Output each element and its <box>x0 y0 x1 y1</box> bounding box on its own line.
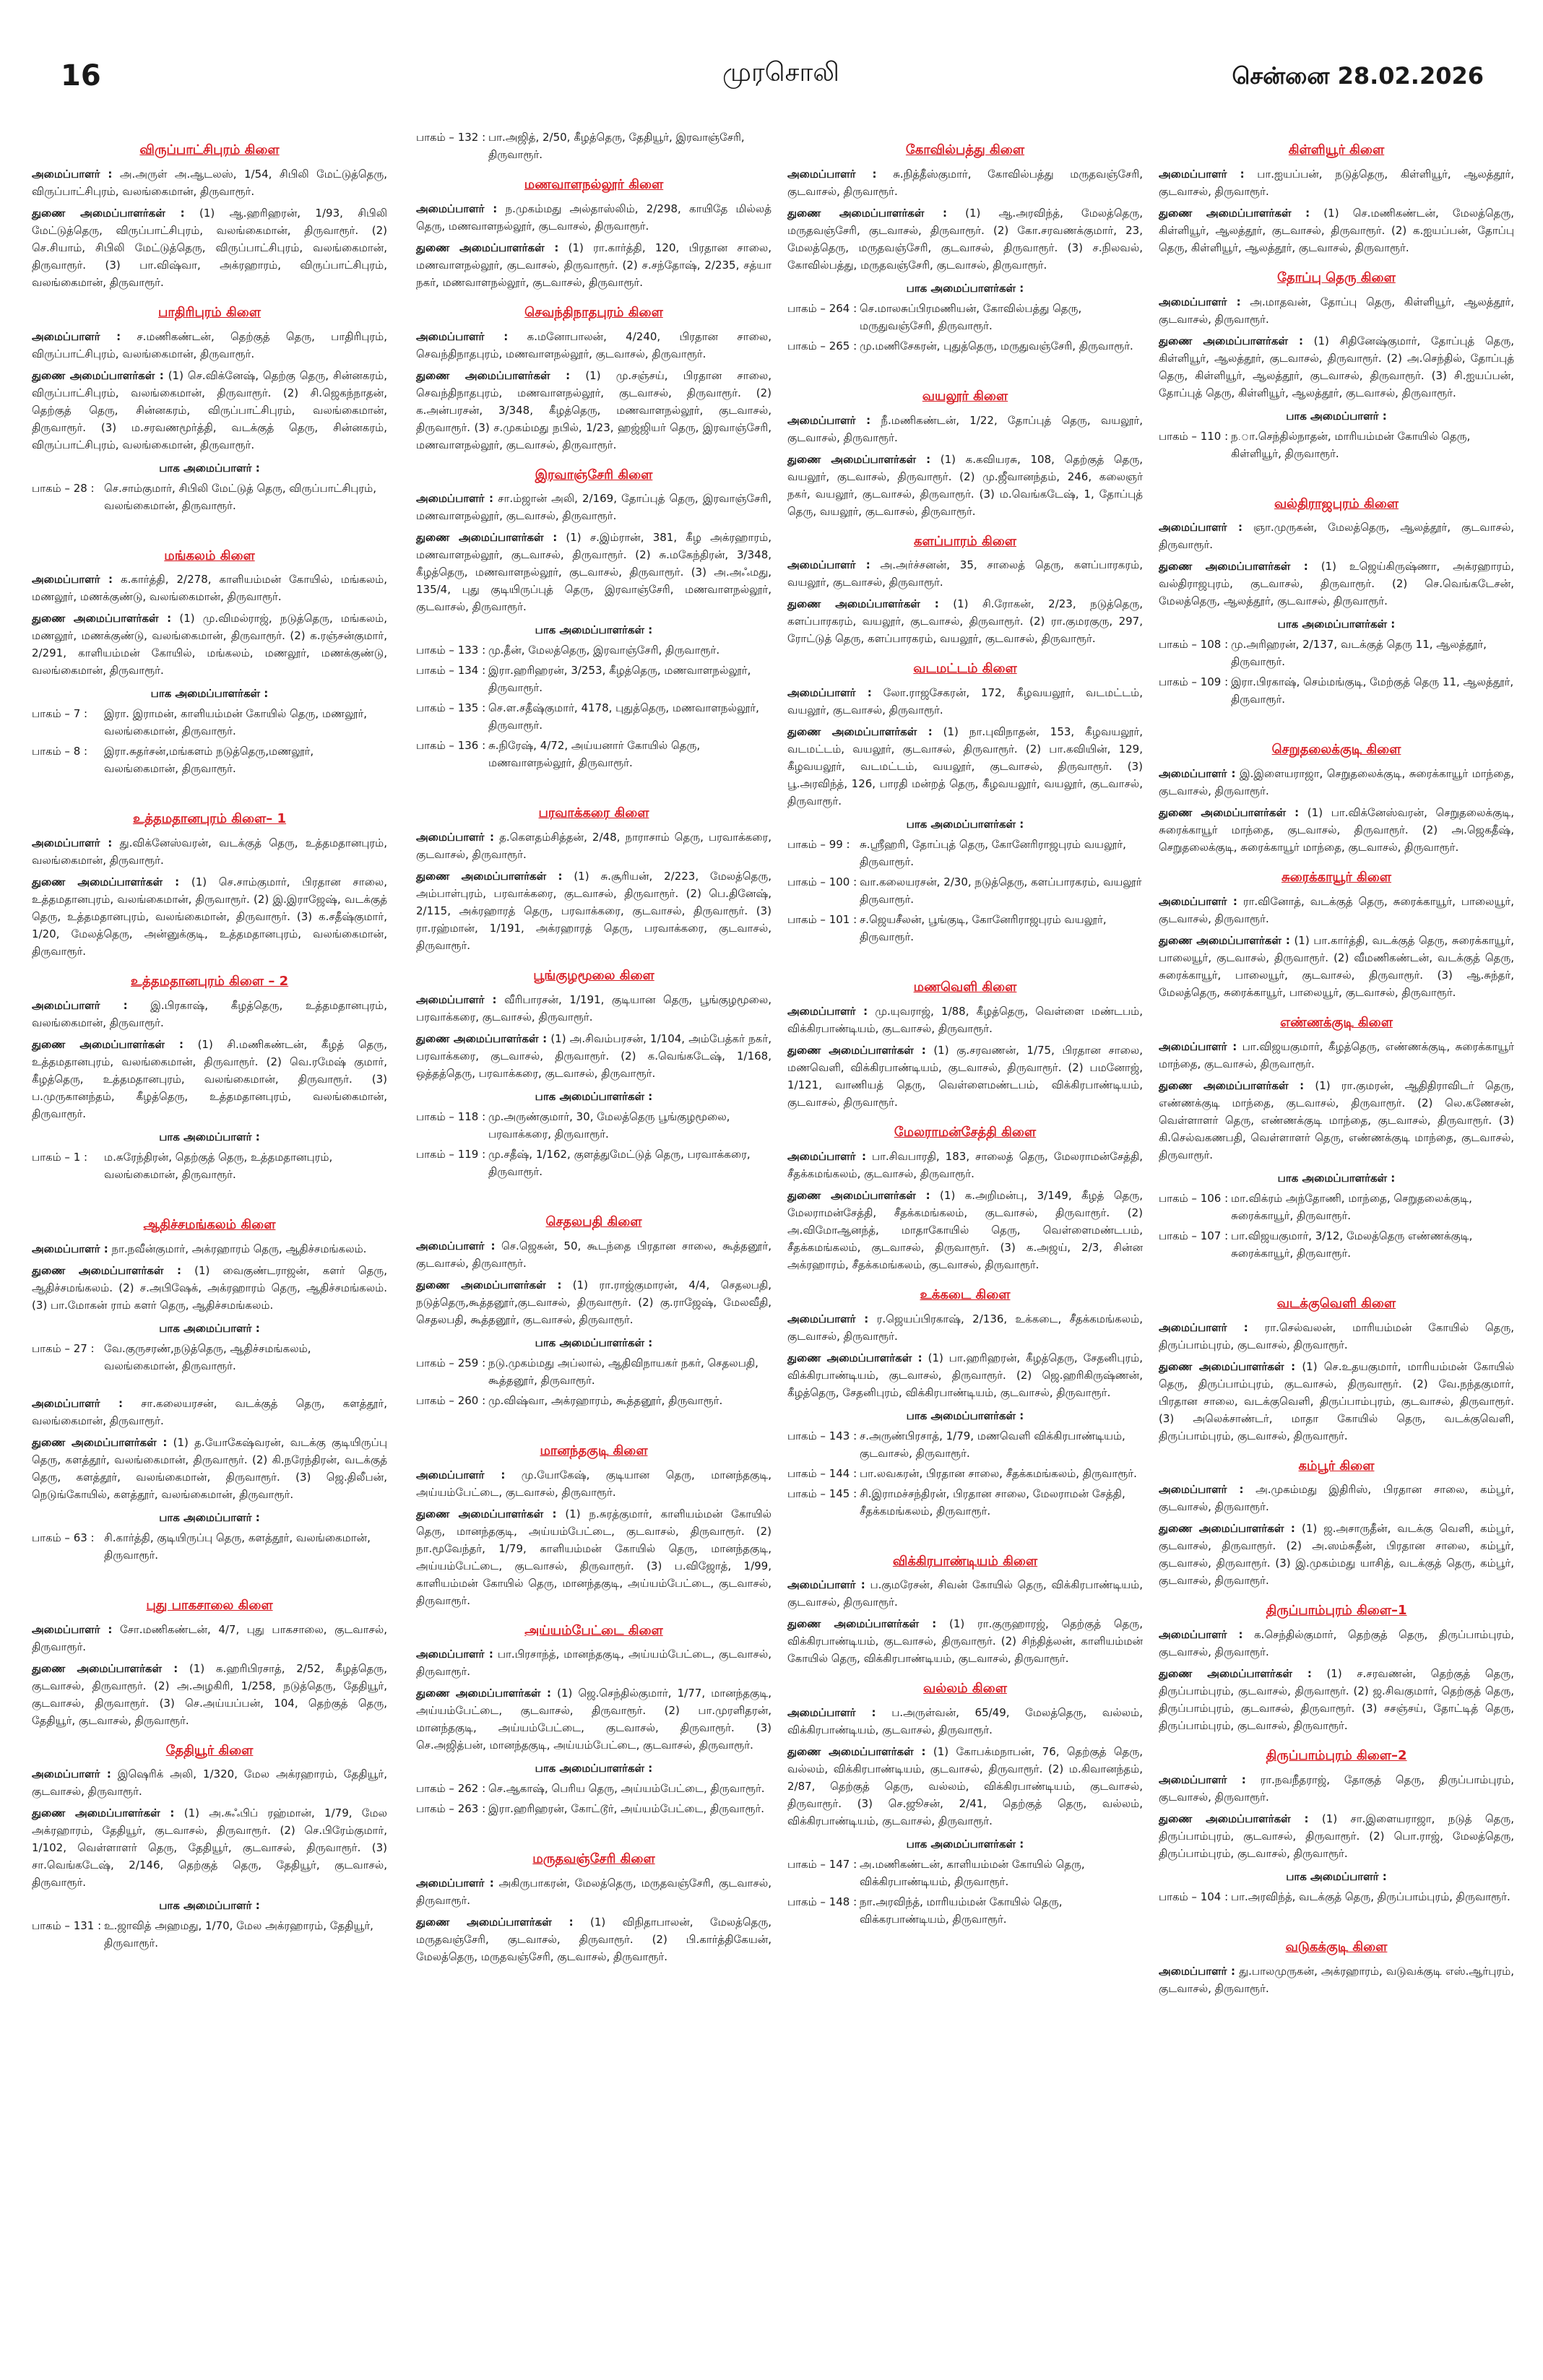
organizer: அமைப்பாளர் : அ.மாதவன், தோப்பு தெரு, கிள்ளியூர், ஆலத்தூர், குடவாசல், திருவாரூர். <box>1159 295 1514 326</box>
section-entry: பாகம் – 28 : செ.சாம்குமார், சிபிலி மேட்டுத் தெரு, விருப்பாட்சிபுரம், வலங்கைமான், திருவாரூர். <box>32 481 376 512</box>
branch-title: கிள்ளியூர் கிளை <box>1288 142 1385 157</box>
branch-title: மேலராமன்சேத்தி கிளை <box>894 1124 1037 1140</box>
column-4 <box>1159 129 1514 2002</box>
organizer: அமைப்பாளர் : இ.பிரகாஷ், கீழத்தெரு, உத்தமதானபுரம், வலங்கைமான், திருவாரூர். <box>32 998 387 1029</box>
deputy-organizers: துணை அமைப்பாளர்கள் : (1) ஜெ.செந்தில்குமார், 1/77, மானந்தகுடி, அய்யம்பேட்டை, குடவாசல், திருவாரூர். (2) பா.முரளிதரன், மானந்தகுடி, அய்யம்பேட்டை, குடவாசல், திருவாரூர். (3) செ.அஜித்பன், மானந்தகுடி, அய்யம்பேட்டை, குடவாசல், திருவாரூர். <box>416 1687 772 1752</box>
organizer: அமைப்பாளர் : பா.சிவபாரதி, 183, சாலைத் தெரு, மேலராமன்சேத்தி, சீதக்கமங்கலம், குடவாசல், திருவாரூர். <box>787 1149 1143 1180</box>
branch-title: மணவாளநல்லூர் கிளை <box>524 177 664 192</box>
section-entry: பாகம் – 132 : பா.அஜித், 2/50, கீழத்தெரு, தேதியூர், இரவாஞ்சேரி, திருவாரூர். <box>416 131 745 161</box>
deputy-organizers: துணை அமைப்பாளர்கள் : (1) ஆ.அரவிந்த், மேலத்தெரு, மருதவஞ்சேரி, குடவாசல், திருவாரூர். (2) கோ.சரவணக்குமார், 23, மேலத்தெரு, மருதவஞ்சேரி, குடவாசல், திருவாரூர். (3) ச.நிலவல், கோவில்பத்து, மருதவஞ்சேரி, குடவாசல், திருவாரூர். <box>787 206 1143 272</box>
section-entry: பாகம் – 1 : ம.சுரேந்திரன், தெற்குத் தெரு, உத்தமதானபுரம், வலங்கைமான், திருவாரூர். <box>32 1150 333 1181</box>
deputy-organizers: துணை அமைப்பாளர்கள் : (1) க.அறிமன்பு, 3/149, கீழத் தெரு, மேலராமன்சேத்தி, சீதக்கமங்கலம், குடவாசல், திருவாரூர். (2) அ.விமோஆனந்த், மாதாகோயில் தெரு, வெள்ளைமண்டபம், சீதக்கமங்கலம், குடவாசல், திருவாரூர். (3) க.அஜய், 2/3, சின்ன அக்ரஹாரம், சீதக்கமங்கலம், குடவாசல், திருவாரூர். <box>787 1188 1143 1271</box>
branch-title: செதலபதி கிளை <box>545 1213 642 1229</box>
section-subheading: பாக அமைப்பாளர் : <box>1286 1869 1387 1883</box>
section-entry: பாகம் – 259 : நடு.முகம்மது அப்லால், ஆதிவிநாயகர் நகர், செதலபதி, கூத்தனூர், திருவாரூர். <box>416 1356 758 1387</box>
branch-title: தேதியூர் கிளை <box>165 1742 254 1758</box>
organizer: அமைப்பாளர் : து.விக்னேஸ்வரன், வடக்குத் தெரு, உத்தமதானபுரம், வலங்கைமான், திருவாரூர். <box>32 836 387 867</box>
column-3 <box>787 129 1143 1931</box>
branch-title: வடமட்டம் கிளை <box>913 661 1017 677</box>
section-subheading: பாக அமைப்பாளர்கள் : <box>535 1336 653 1349</box>
organizer: அமைப்பாளர் : து.பாலமுருகன், அக்ரஹாரம், வடுவக்குடி எஸ்.ஆர்புரம், குடவாசல், திருவாரூர். <box>1159 1964 1514 1995</box>
deputy-organizers: துணை அமைப்பாளர்கள் : (1) மு.சஞ்சய், பிரதான சாலை, செவந்திநாதபுரம், மணவாளநல்லூர், குடவாசல், திருவாரூர். (2) க.அன்பரசன், 3/348, கீழத்தெரு, மணவாளநல்லூர், குடவாசல், திருவாரூர். (3) ச.முகம்மது நபில், 1/23, ஹஜ்ஜியர் தெரு, இரவாஞ்சேரி, மணவாளநல்லூர், குடவாசல், திருவாரூர். <box>416 368 772 451</box>
organizer: அமைப்பாளர் : செ.ஜெகன், 50, கூடந்தை பிரதான சாலை, கூத்தனூர், குடவாசல், திருவாரூர். <box>416 1239 772 1270</box>
deputy-organizers: துணை அமைப்பாளர்கள் : (1) சி.ரோகன், 2/23, நடுத்தெரு, களப்பாரகரம், வயலூர், குடவாசல், திருவாரூர். (2) ரா.குமரகுரு, 297, ரோட்டுத் தெரு, களப்பாரகரம், வயலூர், குடவாசல், திருவாரூர். <box>787 597 1143 646</box>
branch-title: பரவாக்கரை கிளை <box>538 805 649 821</box>
section-entry: பாகம் – 7 : இரா. இராமன், காளியம்மன் கோயில் தெரு, மணலூர், வலங்கைமான், திருவாரூர். <box>32 707 368 738</box>
organizer: அமைப்பாளர் : அ.முகம்மது இதிரிஸ், பிரதான சாலை, கம்பூர், குடவாசல், திருவாரூர். <box>1159 1483 1514 1514</box>
newspaper-name: முரசொலி <box>722 58 839 87</box>
organizer: அமைப்பாளர் : நீ.மணிகண்டன், 1/22, தோப்புத் தெரு, வயலூர், குடவாசல், திருவாரூர். <box>787 413 1143 444</box>
section-subheading: பாக அமைப்பாளர்கள் : <box>1277 1171 1396 1185</box>
organizer: அமைப்பாளர் : இ.இளையராஜா, செறுதலைக்குடி, சுரைக்காயூர் மாந்தை, குடவாசல், திருவாரூர். <box>1159 767 1514 798</box>
organizer: அமைப்பாளர் : அ.அருள் அ.ஆடலஸ், 1/54, சிபிலி மேட்டுத்தெரு, விருப்பாட்சிபுரம், வலங்கைமான், திருவாரூர். <box>32 167 387 198</box>
deputy-organizers: துணை அமைப்பாளர்கள் : (1) செ.விக்னேஷ், தெற்கு தெரு, சின்னகரம், விருப்பாட்சிபுரம், வலங்கைமான், திருவாரூர். (2) சி.ஜெகந்நாதன், தெற்குத் தெரு, சின்னகரம், விருப்பாட்சிபுரம், வலங்கைமான், திருவாரூர். (3) ம.சரவணமூர்த்தி, வடக்குத் தெரு, சின்னகரம், விருப்பாட்சிபுரம், வலங்கைமான், திருவாரூர். <box>32 368 387 451</box>
branch-title: தோப்பு தெரு கிளை <box>1277 269 1396 285</box>
deputy-organizers: துணை அமைப்பாளர்கள் : (1) த.யோகேஷ்வரன், வடக்கு குடியிருப்பு தெரு, களத்தூர், வலங்கைமான், திருவாரூர். (2) கி.நரேந்திரன், வடக்குத் தெரு, களத்தூர், வலங்கைமான், திருவாரூர். (3) ஜெ.திலீபன், நெடுங்கோயில், களத்தூர், வலங்கைமான், திருவாரூர். <box>32 1435 387 1501</box>
branch-title: வல்திராஜபுரம் கிளை <box>1274 496 1399 511</box>
deputy-organizers: துணை அமைப்பாளர்கள் : (1) சு.சூரியன், 2/223, மேலத்தெரு, அம்பாள்புரம், பரவாக்கரை, குடவாசல், திருவாரூர். (2) பெ.தினேஷ், 2/115, அக்ரஹாரத் தெரு, பரவாக்கரை, குடவாசல், திருவாரூர். (3) ரா.ரஹ்மான், 1/191, அக்ரஹாரத் தெரு, பரவாக்கரை, குடவாசல், திருவாரூர். <box>416 870 772 953</box>
place-date: சென்னை 28.02.2026 <box>1232 62 1484 90</box>
branch-title: செவந்திநாதபுரம் கிளை <box>524 304 663 320</box>
branch-title: திருப்பாம்புரம் கிளை–1 <box>1266 1603 1407 1619</box>
deputy-organizers: துணை அமைப்பாளர்கள் : (1) நா.புவிநாதன், 153, கீழவயலூர், வடமட்டம், வயலூர், குடவாசல், திருவாரூர். (2) பா.கவியின், 129, கீழவயலூர், வடமட்டம், வயலூர், குடவாசல், திருவாரூர். (3) பூ.அரவிந்த், 126, பாரதி மன்றத் தெரு, கீழவயலூர், வயலூர், குடவாசல், திருவாரூர். <box>787 725 1143 808</box>
organizer: அமைப்பாளர் : ரா.நவநீதராஜ், தோகுத் தெரு, திருப்பாம்புரம், குடவாசல், திருவாரூர். <box>1159 1773 1514 1804</box>
organizer: அமைப்பாளர் : மு.யுவராஜ், 1/88, கீழத்தெரு, வெள்ளை மண்டபம், விக்கிரபாண்டியம், குடவாசல், திருவாரூர். <box>787 1004 1143 1035</box>
deputy-organizers: துணை அமைப்பாளர்கள் : (1) ஜ.அசாருதீன், வடக்கு வெளி, கம்பூர், குடவாசல், திருவாரூர். (2) அ.ஸம்சுதீன், பிரதான சாலை, கம்பூர், குடவாசல், திருவாரூர். (3) இ.முகம்மது யாசித், வடக்குத் தெரு, கம்பூர், குடவாசல், திருவாரூர். <box>1159 1522 1514 1588</box>
organizer: அமைப்பாளர் : பா.பிரசாந்த், மானந்தகுடி, அய்யம்பேட்டை, குடவாசல், திருவாரூர். <box>416 1648 772 1679</box>
branch-title: எண்ணக்குடி கிளை <box>1280 1014 1393 1030</box>
organizer: அமைப்பாளர் : க.கார்த்தி, 2/278, காளியம்மன் கோயில், மங்கலம், மணலூர், மணக்குண்டு, வலங்கைமான், திருவாரூர். <box>32 573 387 604</box>
branch-title: அய்யம்பேட்டை கிளை <box>524 1622 663 1638</box>
branch-title: உத்தமதானபுரம் கிளை– 1 <box>132 811 287 827</box>
deputy-organizers: துணை அமைப்பாளர்கள் : (1) ச.சரவணன், தெற்குத் தெரு, திருப்பாம்புரம், குடவாசல், திருவாரூர். (2) ஜ.சிவகுமார், தெற்குத் தெரு, திருப்பாம்புரம், குடவாசல், திருவாரூர். (3) சசஞ்சய், தோட்டித் தெரு, திருப்பாம்புரம், குடவாசல், திருவாரூர். <box>1159 1667 1514 1733</box>
deputy-organizers: துணை அமைப்பாளர்கள் : (1) உஜெய்கிருஷ்ணா, அக்ரஹாரம், வல்திராஜபுரம், குடவாசல், திருவாரூர். (2) செ.வெங்கடேசன், மேலத்தெரு, ஆலத்தூர், குடவாசல், திருவாரூர். <box>1159 560 1514 608</box>
section-entry: பாகம் – 108 : மு.அரிஹரன், 2/137, வடக்குத் தெரு 11, ஆலத்தூர், திருவாரூர். <box>1159 638 1487 669</box>
organizer: அமைப்பாளர் : ப.அருள்வன், 65/49, மேலத்தெரு, வல்லம், விக்கிரபாண்டியம், குடவாசல், திருவாரூர். <box>787 1706 1143 1737</box>
branch-title: களப்பாரம் கிளை <box>913 533 1017 549</box>
section-subheading: பாக அமைப்பாளர் : <box>1286 409 1387 423</box>
section-subheading: பாக அமைப்பாளர்கள் : <box>1277 618 1396 631</box>
organizer: அமைப்பாளர் : ரா.வினோத், வடக்குத் தெரு, சுரைக்காயூர், பாலையூர், குடவாசல், திருவாரூர். <box>1159 894 1514 925</box>
section-entry: பாகம் – 104 : பா.அரவிந்த், வடக்குத் தெரு, திருப்பாம்புரம், திருவாரூர். <box>1159 1890 1510 1903</box>
branch-title: மணவெளி கிளை <box>913 979 1017 995</box>
section-subheading: பாக அமைப்பாளர் : <box>159 1321 260 1335</box>
section-entry: பாகம் – 265 : மு.மணிசேகரன், புதுத்தெரு, மருதுவஞ்சேரி, திருவாரூர். <box>787 339 1133 352</box>
deputy-organizers: துணை அமைப்பாளர்கள் : (1) ஆ.ஹரிஹரன், 1/93, சிபிலி மேட்டுத்தெரு, விருப்பாட்சிபுரம், வலங்கைமான், திருவாரூர். (2) செ.சியாம், சிபிலி மேட்டுத்தெரு, விருப்பாட்சிபுரம், வலங்கைமான், திருவாரூர். (3) பா.விஷ்வா, அக்ரஹாரம், விருப்பாட்சிபுரம், வலங்கைமான், திருவாரூர். <box>32 206 387 289</box>
organizer: அமைப்பாளர் : ஞா.முருகன், மேலத்தெரு, ஆலத்தூர், குடவாசல், திருவாரூர். <box>1159 521 1514 552</box>
branch-title: செறுதலைக்குடி கிளை <box>1271 742 1401 758</box>
organizer: அமைப்பாளர் : ப.குமரேசன், சிவன் கோயில் தெரு, விக்கிரபாண்டியம், குடவாசல், திருவாரூர். <box>787 1578 1143 1609</box>
section-entry: பாகம் – 147 : அ.மணிகண்டன், காளியம்மன் கோயில் தெரு, விக்கிரபாண்டியம், திருவாரூர். <box>787 1858 1085 1889</box>
branch-title: விக்கிரபாண்டியம் கிளை <box>892 1553 1038 1569</box>
deputy-organizers: துணை அமைப்பாளர்கள் : (1) ரா.கார்த்தி, 120, பிரதான சாலை, மணவாளநல்லூர், குடவாசல், திருவாரூர். (2) ச.சந்தோஷ், 2/235, சத்யா நகர், மணவாளநல்லூர், குடவாசல், திருவாரூர். <box>416 241 772 289</box>
section-entry: பாகம் – 101 : ச.ஜெயசீலன், பூங்குடி, கோனேரிராஜபுரம் வயலூர், திருவாரூர். <box>787 913 1107 944</box>
branch-title: மருதவஞ்சேரி கிளை <box>532 1851 655 1867</box>
organizer: அமைப்பாளர் : லோ.ராஜசேகரன், 172, கீழவயலூர், வடமட்டம், வயலூர், குடவாசல், திருவாரூர். <box>787 686 1143 717</box>
section-entry: பாகம் – 8 : இரா.சுதர்சன்,மங்களம் நடுத்தெரு,மணலூர், வலங்கைமான், திருவாரூர். <box>32 745 314 776</box>
branch-title: சுரைக்காயூர் கிளை <box>1281 870 1392 886</box>
section-subheading: பாக அமைப்பாளர் : <box>159 1510 260 1524</box>
branch-title: இரவாஞ்சேரி கிளை <box>535 467 653 483</box>
branch-title: வல்லம் கிளை <box>923 1681 1007 1697</box>
organizer: அமைப்பாளர் : க.மனோபாலன், 4/240, பிரதான சாலை, செவந்திநாதபுரம், மணவாளநல்லூர், குடவாசல், திருவாரூர். <box>416 329 772 360</box>
organizer: அமைப்பாளர் : த.கௌதம்சித்தன், 2/48, நாராசாம் தெரு, பரவாக்கரை, குடவாசல், திருவாரூர். <box>416 831 772 862</box>
organizer: அமைப்பாளர் : நா.நவீன்குமார், அக்ரஹாரம் தெரு, ஆதிச்சமங்கலம். <box>32 1242 367 1255</box>
organizer: அமைப்பாளர் : ச.மணிகண்டன், தெற்குத் தெரு, பாதிரிபுரம், விருப்பாட்சிபுரம், வலங்கைமான், திருவாரூர். <box>32 329 387 360</box>
organizer: அமைப்பாளர் : இஷெரிக் அலி, 1/320, மேல அக்ரஹாரம், தேதியூர், குடவாசல், திருவாரூர். <box>32 1767 387 1799</box>
deputy-organizers: துணை அமைப்பாளர்கள் : (1) பா.விக்னேஸ்வரன், செறுதலைக்குடி, சுரைக்காயூர் மாந்தை, குடவாசல், திருவாரூர். (2) அ.ஜெகதீஷ், செறுதலைக்குடி, சுரைக்காயூர் மாந்தை, குடவாசல், திருவாரூர். <box>1159 806 1514 854</box>
masthead <box>0 0 1543 101</box>
deputy-organizers: துணை அமைப்பாளர்கள் : (1) ரா.குமரன், ஆதிதிராவிடர் தெரு, எண்ணக்குடி மாந்தை, குடவாசல், திருவாரூர். (2) லெ.கணேசன், வெள்ளாளர் தெரு, எண்ணக்குடி மாந்தை, குடவாசல், திருவாரூர். (3) கி.செல்வகணபதி, வெள்ளாளர் தெரு, எண்ணக்குடி மாந்தை, குடவாசல், திருவாரூர். <box>1159 1078 1514 1161</box>
section-subheading: பாக அமைப்பாளர்கள் : <box>906 818 1024 831</box>
deputy-organizers: துணை அமைப்பாளர்கள் : (1) பா.ஹரிஹரன், கீழத்தெரு, சேதனிபுரம், விக்கிரபாண்டியம், குடவாசல், திருவாரூர். (2) ஜெ.ஹரிகிருஷ்ணன், கீழத்தெரு, சேதனிபுரம், விக்கிரபாண்டியம், குடவாசல், திருவாரூர். <box>787 1351 1143 1399</box>
organizer: அமைப்பாளர் : பா.விஜயகுமார், கீழத்தெரு, எண்ணக்குடி, சுரைக்காயூர் மாந்தை, குடவாசல், திருவாரூர். <box>1159 1039 1514 1070</box>
branch-title: வயலூர் கிளை <box>922 388 1008 404</box>
deputy-organizers: துணை அமைப்பாளர்கள் : (1) ந.சுரத்குமார், காளியம்மன் கோயில் தெரு, மானந்தகுடி, அய்யம்பேட்டை, குடவாசல், திருவாரூர். (2) நா.மூவேந்தர், 1/79, காளியம்மன் கோயில் தெரு, மானந்தகுடி, அய்யம்பேட்டை, குடவாசல், திருவாரூர். (3) ப.விஜோத், 1/99, காளியம்மன் கோயில் தெரு, மானந்தகுடி, அய்யம்பேட்டை, குடவாசல், திருவாரூர். <box>416 1507 772 1607</box>
section-entry: பாகம் – 148 : நா.அரவிந்த், மாரியம்மன் கோயில் தெரு, விக்கரபாண்டியம், திருவாரூர். <box>787 1895 1063 1926</box>
deputy-organizers: துணை அமைப்பாளர்கள் : (1) சா.இளையராஜா, நடுத் தெரு, திருப்பாம்புரம், குடவாசல், திருவாரூர். (2) பொ.ராஜ், மேலத்தெரு, திருப்பாம்புரம், குடவாசல், திருவாரூர். <box>1159 1812 1514 1860</box>
deputy-organizers: துணை அமைப்பாளர்கள் : (1) சிதினேஷ்குமார், தோப்புத் தெரு, கிள்ளியூர், ஆலத்தூர், குடவாசல், திருவாரூர். (2) அ.செந்தில், தோப்புத் தெரு, கிள்ளியூர், ஆலத்தூர், குடவாசல், திருவாரூர். (3) சி.ஐயப்பன், தோப்புத் தெரு, கிள்ளியூர், ஆலத்தூர், குடவாசல், திருவாரூர். <box>1159 334 1514 399</box>
section-subheading: பாக அமைப்பாளர்கள் : <box>535 623 653 637</box>
section-subheading: பாக அமைப்பாளர் : <box>159 1899 260 1913</box>
section-subheading: பாக அமைப்பாளர் : <box>159 1130 260 1143</box>
deputy-organizers: துணை அமைப்பாளர்கள் : (1) மு.விமல்ராஜ், நடுத்தெரு, மங்கலம், மணலூர், மணக்குண்டு, வலங்கைமான், திருவாரூர். (2) க.ரஞ்சன்குமார், 2/291, காளியம்மன் கோயில், மங்கலம், மணலூர், மணக்குண்டு, வலங்கைமான், திருவாரூர். <box>32 612 387 678</box>
organizer: அமைப்பாளர் : சா.ம்ஜான் அலி, 2/169, தோப்புத் தெரு, இரவாஞ்சேரி, மணவாளநல்லூர், குடவாசல், திருவாரூர். <box>416 492 772 523</box>
deputy-organizers: துணை அமைப்பாளர்கள் : (1) கு.சரவணன், 1/75, பிரதான சாலை, மணவெளி, விக்கிரபாண்டியம், குடவாசல், திருவாரூர். (2) பமனோஜ், 1/121, வாணியத் தெரு, வெள்ளைமண்டபம், விக்கிரபாண்டியம், குடவாசல், திருவாரூர். <box>787 1043 1143 1109</box>
section-subheading: பாக அமைப்பாளர் : <box>159 461 260 475</box>
section-subheading: பாக அமைப்பாளர்கள் : <box>535 1762 653 1775</box>
organizer: அமைப்பாளர் : மு.யோகேஷ், குடியான தெரு, மானந்தகுடி, அய்யம்பேட்டை, குடவாசல், திருவாரூர். <box>416 1468 772 1499</box>
deputy-organizers: துணை அமைப்பாளர்கள் : (1) க.ஹரிபிரசாத், 2/52, கீழத்தெரு, குடவாசல், திருவாரூர். (2) அ.அழகிரி, 1/258, நடுத்தெரு, தேதியூர், குடவாசல், திருவாரூர். (3) செ.அய்யப்பன், 104, தெற்குத் தெரு, தேதியூர், குடவாசல், திருவாரூர். <box>32 1661 387 1727</box>
deputy-organizers: துணை அமைப்பாளர்கள் : (1) ரா.குருஹாரஜ், தெற்குத் தெரு, விக்கிரபாண்டியம், குடவாசல், திருவாரூர். (2) சிந்தித்லன், காளியம்மன் கோயில் தெரு, விக்கிரபாண்டியம், குடவாசல், திருவாரூர். <box>787 1617 1143 1666</box>
deputy-organizers: துணை அமைப்பாளர்கள் : (1) வைகுண்டராஜன், களர் தெரு, ஆதிச்சமங்கலம். (2) ச.அபிஷேக், அக்ரஹாரம் தெரு, ஆதிச்சமங்கலம். (3) பா.மோகன் ராம் களர் தெரு, ஆதிச்சமங்கலம். <box>32 1263 387 1312</box>
deputy-organizers: துணை அமைப்பாளர்கள் : (1) ச.இம்ரான், 381, கீழ அக்ரஹாரம், மணவாளநல்லூர், குடவாசல், திருவாரூர். (2) சு.மகேந்திரன், 3/348, கீழத்தெரு, மணவாளநல்லூர், குடவாசல், திருவாரூர். (3) அ.அஃமது, 135/4, புது குடியிருப்புத் தெரு, இரவாஞ்சேரி, மணவாளநல்லூர், குடவாசல், திருவாரூர். <box>416 531 772 614</box>
organizer: அமைப்பாளர் : பா.ஐயப்பன், நடுத்தெரு, கிள்ளியூர், ஆலத்தூர், குடவாசல், திருவாரூர். <box>1159 167 1514 198</box>
section-entry: பாகம் – 27 : வே.குருசரண்,நடுத்தெரு, ஆதிச்சமங்கலம், வலங்கைமான், திருவாரூர். <box>32 1341 311 1372</box>
section-entry: பாகம் – 135 : செ.ள.சதீஷ்குமார், 4178, புதுத்தெரு, மணவாளநல்லூர், திருவாரூர். <box>416 701 759 732</box>
branch-title: கோவில்பத்து கிளை <box>905 142 1025 157</box>
organizer: அமைப்பாளர் : வீரிபாரசன், 1/191, குடியான தெரு, பூங்குழமூலை, பரவாக்கரை, குடவாசல், திருவாரூர். <box>416 992 772 1024</box>
section-subheading: பாக அமைப்பாளர்கள் : <box>535 1089 653 1103</box>
organizer: அமைப்பாளர் : சா.கலையரசன், வடக்குத் தெரு, களத்தூர், வலங்கைமான், திருவாரூர். <box>32 1396 387 1427</box>
organizer: அமைப்பாளர் : அ.அர்ச்சனன், 35, சாலைத் தெரு, களப்பாரகரம், வயலூர், குடவாசல், திருவாரூர். <box>787 558 1143 589</box>
section-entry: பாகம் – 260 : மு.விஷ்வா, அக்ரஹாரம், கூத்தனூர், திருவாரூர். <box>416 1393 723 1407</box>
deputy-organizers: துணை அமைப்பாளர்கள் : (1) க.கவியரசு, 108, தெற்குத் தெரு, வயலூர், குடவாசல், திருவாரூர். (2) மு.ஜீவானந்தம், 246, கலைஞர் நகர், வயலூர், குடவாசல், திருவாரூர். (3) ம.வெங்கடேஷ், 1, தோப்புத் தெரு, வயலூர், குடவாசல், திருவாரூர். <box>787 452 1143 518</box>
deputy-organizers: துணை அமைப்பாளர்கள் : (1) செ.உதயகுமார், மாரியம்மன் கோயில் தெரு, திருப்பாம்புரம், குடவாசல், திருவாரூர். (2) வே.நந்தகுமார், பிரதான சாலை, வடக்குவெளி, திருப்பாம்புரம், குடவாசல், திருவாரூர். (3) அலெக்சாண்டர், மாதா கோயில் தெரு, வடக்குவெளி, திருப்பாம்புரம், குடவாசல், திருவாரூர். <box>1159 1359 1514 1442</box>
section-entry: பாகம் – 110 : ந.ா.செந்தில்நாதன், மாரியம்மன் கோயில் தெரு, கிள்ளியூர், திருவாரூர். <box>1159 429 1471 460</box>
section-entry: பாகம் – 109 : இரா.பிரகாஷ், செம்மங்குடி, மேற்குத் தெரு 11, ஆலத்தூர், திருவாரூர். <box>1159 675 1514 706</box>
section-entry: பாகம் – 134 : இரா.ஹரிஹரன், 3/253, கீழத்தெரு, மணவாளநல்லூர், திருவாரூர். <box>416 664 751 695</box>
branch-title: புது பாகசாலை கிளை <box>146 1597 273 1613</box>
column-2 <box>416 129 772 1970</box>
section-entry: பாகம் – 262 : செ.ஆகாஷ், பெரிய தெரு, அய்யம்பேட்டை, திருவாரூர். <box>416 1782 765 1796</box>
deputy-organizers: துணை அமைப்பாளர்கள் : (1) ரா.ராஜ்குமாரன், 4/4, செதலபதி, நடுத்தெரு,கூத்தனூர்,குடவாசல், திருவாரூர். (2) கு.ராஜேஷ், மேலவீதி, செதலபதி, கூத்தனூர், குடவாசல், திருவாரூர். <box>416 1278 772 1326</box>
section-entry: பாகம் – 63 : சி.கார்த்தி, குடியிருப்பு தெரு, களத்தூர், வலங்கைமான், திருவாரூர். <box>32 1531 371 1562</box>
section-entry: பாகம் – 131 : உ.ஜாவித் அஹமது, 1/70, மேல அக்ரஹாரம், தேதியூர், திருவாரூர். <box>32 1919 373 1950</box>
branch-title: கம்பூர் கிளை <box>1298 1458 1375 1474</box>
section-subheading: பாக அமைப்பாளர்கள் : <box>906 1838 1024 1851</box>
deputy-organizers: துணை அமைப்பாளர்கள் : (1) செ.மணிகண்டன், மேலத்தெரு, கிள்ளியூர், ஆலத்தூர், குடவாசல், திருவாரூர். (2) க.ஐயப்பன், தோப்பு தெரு, கிள்ளியூர், ஆலத்தூர், குடவாசல், திருவாரூர். <box>1159 206 1514 254</box>
section-entry: பாகம் – 106 : மா.விக்ரம் அந்தோணி, மாந்தை, செறுதலைக்குடி, சுரைக்காயூர், திருவாரூர். <box>1159 1191 1472 1222</box>
column-1 <box>32 129 387 1955</box>
section-entry: பாகம் – 263 : இரா.ஹரிஹரன், கோட்டூர், அய்யம்பேட்டை, திருவாரூர். <box>416 1802 765 1816</box>
organizer: அமைப்பாளர் : சோ.மணிகண்டன், 4/7, புது பாகசாலை, குடவாசல், திருவாரூர். <box>32 1622 387 1653</box>
organizer: அமைப்பாளர் : சு.நித்தீஸ்குமார், கோவில்பத்து மருதவஞ்சேரி, குடவாசல், திருவாரூர். <box>787 167 1143 198</box>
page-number: 16 <box>61 59 101 92</box>
branch-title: மானந்தகுடி கிளை <box>540 1442 648 1458</box>
deputy-organizers: துணை அமைப்பாளர்கள் : (1) அ.சுஃபிப் ரஹ்மான், 1/79, மேல அக்ரஹாரம், தேதியூர், குடவாசல், திருவாரூர். (2) செ.பிரேம்குமார், 1/102, வெள்ளாளர் தெரு, தேதியூர், குடவாசல், திருவாரூர். (3) சா.வெங்கடேஷ், 2/146, தெற்குத் தெரு, தேதியூர், குடவாசல், திருவாரூர். <box>32 1806 387 1890</box>
section-entry: பாகம் – 119 : மு.சதீஷ், 1/162, குளத்துமேட்டுத் தெரு, பரவாக்கரை, திருவாரூர். <box>416 1147 751 1178</box>
section-subheading: பாக அமைப்பாளர்கள் : <box>150 687 269 701</box>
branch-title: ஆதிச்சமங்கலம் கிளை <box>143 1216 276 1232</box>
section-entry: பாகம் – 100 : வா.கலையரசன், 2/30, நடுத்தெரு, களப்பாரகரம், வயலூர் திருவாரூர். <box>787 875 1142 906</box>
deputy-organizers: துணை அமைப்பாளர்கள் : (1) செ.சாம்குமார், பிரதான சாலை, உத்தமதானபுரம், வலங்கைமான், திருவாரூர். (2) இ.இராஜேஷ், வடக்குத் தெரு, உத்தமதானபுரம், வலங்கைமான், திருவாரூர். (3) க.சதீஷ்குமார், 1/20, மேலத்தெரு, அன்னுக்குடி, உத்தமதானபுரம், வலங்கைமான், திருவாரூர். <box>32 875 387 959</box>
section-entry: பாகம் – 99 : சு.ஸ்ரீஹரி, தோப்புத் தெரு, கோனேரிராஜபுரம் வயலூர், திருவாரூர். <box>787 838 1126 869</box>
deputy-organizers: துணை அமைப்பாளர்கள் : (1) கோபக்மநாபன், 76, தெற்குத் தெரு, வல்லம், விக்கிரபாண்டியம், குடவாசல், திருவாரூர். (2) ம.கிவானந்தம், 2/87, தெற்குத் தெரு, வல்லம், விக்கிரபாண்டியம், குடவாசல், திருவாரூர். (3) செ.ஜூசன், 2/41, தெற்குத் தெரு, வல்லம், விக்கிரபாண்டியம், குடவாசல், திருவாரூர். <box>787 1745 1143 1828</box>
organizer: அமைப்பாளர் : ர.ஜெயப்பிரகாஷ், 2/136, உக்கடை, சீதக்கமங்கலம், குடவாசல், திருவாரூர். <box>787 1312 1143 1343</box>
branch-title: உக்கடை கிளை <box>920 1286 1011 1302</box>
branch-title: திருப்பாம்புரம் கிளை–2 <box>1266 1748 1407 1764</box>
organizer: அமைப்பாளர் : ரா.செல்வலன், மாரியம்மன் கோயில் தெரு, திருப்பாம்புரம், குடவாசல், திருவாரூர். <box>1159 1320 1514 1351</box>
section-entry: பாகம் – 145 : சி.இராமச்சந்திரன், பிரதான சாலை, மேலராமன் சேத்தி, சீதக்கமங்கலம், திருவாரூர். <box>787 1487 1125 1518</box>
deputy-organizers: துணை அமைப்பாளர்கள் : (1) விநிதாபாலன், மேலத்தெரு, மருதவஞ்சேரி, குடவாசல், திருவாரூர். (2) பி.கார்த்திகேயன், மேலத்தெரு, மருதவஞ்சேரி, குடவாசல், திருவாரூர். <box>416 1916 772 1964</box>
section-entry: பாகம் – 133 : மு.தீன், மேலத்தெரு, இரவாஞ்சேரி, திருவாரூர். <box>416 644 720 657</box>
deputy-organizers: துணை அமைப்பாளர்கள் : (1) அ.சிவம்பரசன், 1/104, அம்பேத்கர் நகர், பரவாக்கரை, குடவாசல், திருவாரூர். (2) க.வெங்கடேஷ், 1/168, ஒத்தத்தெரு, பரவாக்கரை, குடவாசல், திருவாரூர். <box>416 1031 772 1080</box>
deputy-organizers: துணை அமைப்பாளர்கள் : (1) பா.கார்த்தி, வடக்குத் தெரு, சுரைக்காயூர், பாலையூர், குடவாசல், திருவாரூர். (2) வீமணிகண்டன், வடக்குத் தெரு, சுரைக்காயூர், பாலையூர், குடவாசல், திருவாரூர். (3) ஆ.சுந்தர், மேலத்தெரு, சுரைக்காயூர், பாலையூர், குடவாசல், திருவாரூர். <box>1159 933 1514 999</box>
organizer: அமைப்பாளர் : க.செந்தில்குமார், தெற்குத் தெரு, திருப்பாம்புரம், குடவாசல், திருவாரூர். <box>1159 1628 1514 1659</box>
section-entry: பாகம் – 136 : சு.நிரேஷ், 4/72, அய்யனார் கோயில் தெரு, மணவாளநல்லூர், திருவாரூர். <box>416 739 701 770</box>
section-subheading: பாக அமைப்பாளர்கள் : <box>906 1408 1024 1422</box>
section-subheading: பாக அமைப்பாளர்கள் : <box>906 281 1024 295</box>
branch-title: பூங்குழமூலை கிளை <box>533 968 654 984</box>
branch-title: வடுகக்குடி கிளை <box>1285 1939 1388 1955</box>
section-entry: பாகம் – 264 : செ.மாலசுப்பிரமணியன், கோவில்பத்து தெரு, மருதுவஞ்சேரி, திருவாரூர். <box>787 301 1082 332</box>
branch-title: மங்கலம் கிளை <box>164 548 255 563</box>
branch-title: விருப்பாட்சிபுரம் கிளை <box>139 142 280 157</box>
section-entry: பாகம் – 143 : ச.அருண்பிரசாத், 1/79, மணவெளி விக்கிரபாண்டியம், குடவாசல், திருவாரூர். <box>787 1429 1125 1460</box>
section-entry: பாகம் – 107 : பா.விஜயகுமார், 3/12, மேலத்தெரு எண்ணக்குடி, சுரைக்காயூர், திருவாரூர். <box>1159 1229 1473 1260</box>
branch-title: வடக்குவெளி கிளை <box>1276 1295 1396 1311</box>
section-entry: பாகம் – 118 : மு.அருண்குமார், 30, மேலத்தெரு பூங்குழமூலை, பரவாக்கரை, திருவாரூர். <box>416 1109 730 1141</box>
branch-title: உத்தமதானபுரம் கிளை – 2 <box>130 974 289 990</box>
section-entry: பாகம் – 144 : பா.லவகரன், பிரதான சாலை, சீதக்கமங்கலம், திருவாரூர். <box>787 1466 1137 1480</box>
organizer: அமைப்பாளர் : ந.முகம்மது அல்தாஸ்லிம், 2/298, காயிதே மில்லத் தெரு, மணவாளநல்லூர், குடவாசல், திருவாரூர். <box>416 202 772 233</box>
deputy-organizers: துணை அமைப்பாளர்கள் : (1) சி.மணிகண்டன், கீழத் தெரு, உத்தமதானபுரம், வலங்கைமான், திருவாரூர். (2) வெ.ரமேஷ் குமார், கீழத்தெரு, உத்தமதானபுரம், வலங்கைமான், திருவாரூர். (3) ப.முருகானந்தம், கீழத்தெரு, உத்தமதானபுரம், வலங்கைமான், திருவாரூர். <box>32 1037 387 1120</box>
organizer: அமைப்பாளர் : அகிருபாகரன், மேலத்தெரு, மருதவஞ்சேரி, குடவாசல், திருவாரூர். <box>416 1877 772 1908</box>
branch-title: பாதிரிபுரம் கிளை <box>158 304 261 320</box>
